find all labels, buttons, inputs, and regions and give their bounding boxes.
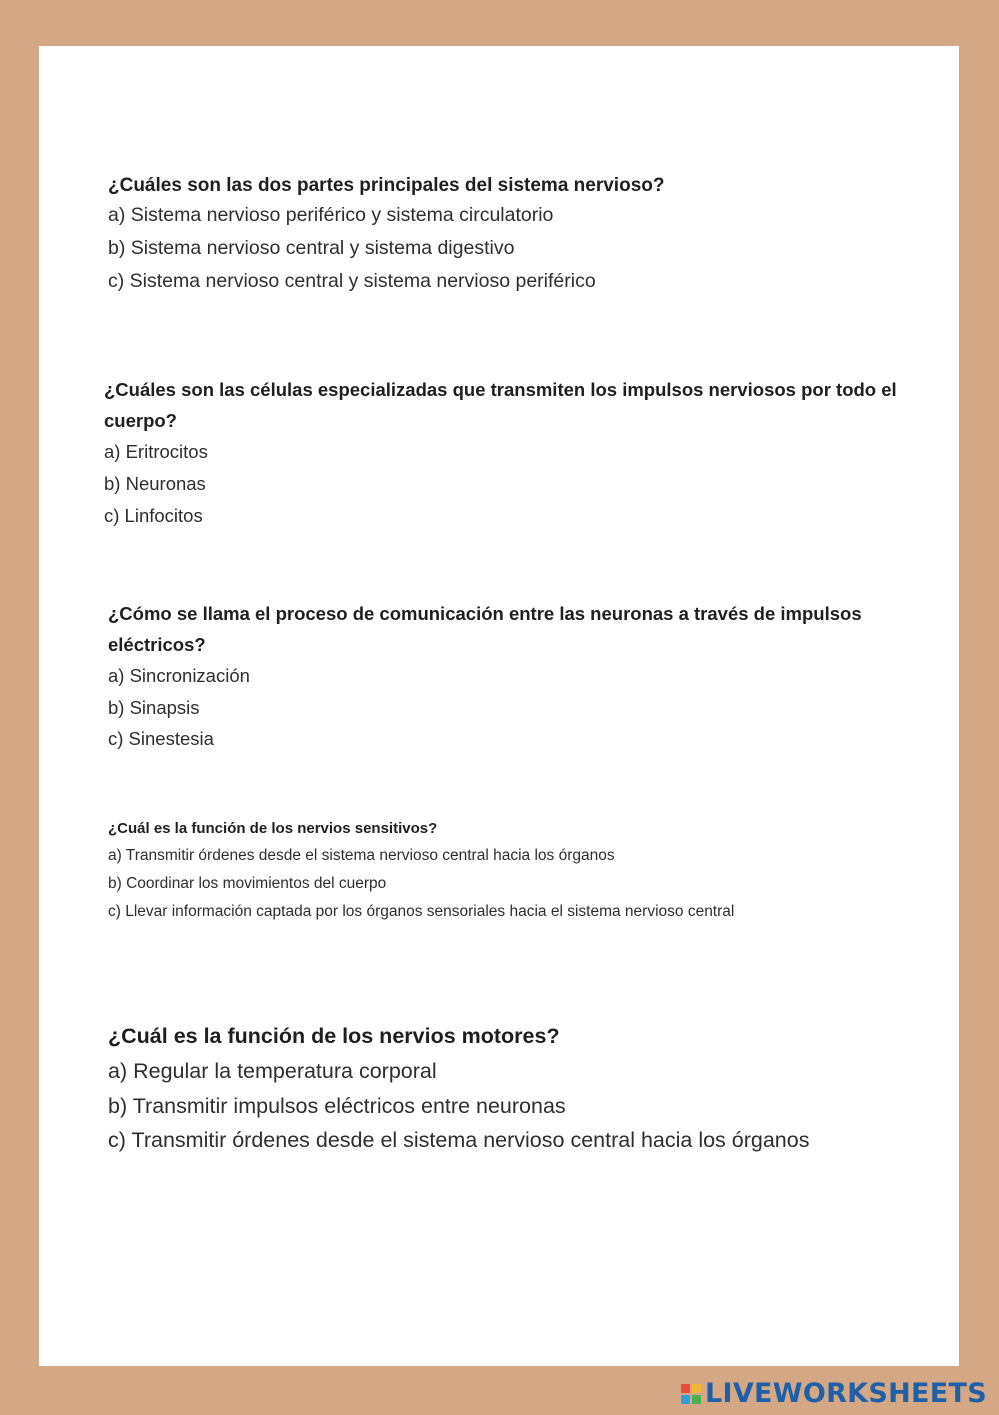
question-2-option-b[interactable]: b) Neuronas	[104, 473, 206, 494]
question-2-title: ¿Cuáles son las células especializadas que transmiten los impulsos nerviosos por todo el cuerpo?	[104, 379, 897, 431]
question-3-option-b[interactable]: b) Sinapsis	[108, 696, 200, 718]
question-4	[108, 816, 828, 926]
question-5-title: ¿Cuál es la función de los nervios motores?	[108, 1024, 560, 1048]
question-3	[108, 598, 908, 755]
question-4-title: ¿Cuál es la función de los nervios sensitivos?	[108, 820, 438, 837]
liveworksheets-logo-icon	[681, 1384, 701, 1404]
logo-square-red	[681, 1384, 690, 1393]
question-5-option-c[interactable]: c) Transmitir órdenes desde el sistema nervioso central hacia los órganos	[108, 1128, 810, 1152]
logo-square-yellow	[692, 1384, 701, 1393]
worksheet-page	[39, 46, 959, 1366]
question-3-option-c[interactable]: c) Sinestesia	[108, 728, 214, 749]
question-1-option-b[interactable]: b) Sistema nervioso central y sistema digestivo	[108, 237, 515, 259]
question-5-option-b[interactable]: b) Transmitir impulsos eléctricos entre neuronas	[108, 1093, 566, 1118]
logo-square-blue	[681, 1395, 690, 1404]
question-4-option-c[interactable]: c) Llevar información captada por los órganos sensoriales hacia el sistema nervioso central	[108, 903, 735, 920]
question-1-title: ¿Cuáles son las dos partes principales del sistema nervioso?	[108, 175, 665, 196]
liveworksheets-brand[interactable]	[681, 1378, 987, 1409]
question-4-option-a[interactable]: a) Transmitir órdenes desde el sistema nervioso central hacia los órganos	[108, 847, 615, 864]
question-2-option-c[interactable]: c) Linfocitos	[104, 505, 203, 526]
question-2	[104, 374, 904, 532]
question-5-option-a[interactable]: a) Regular la temperatura corporal	[108, 1059, 437, 1083]
question-5	[108, 1018, 928, 1158]
question-1	[108, 172, 908, 298]
logo-square-green	[692, 1395, 701, 1404]
question-1-option-a[interactable]: a) Sistema nervioso periférico y sistema circulatorio	[108, 204, 554, 226]
question-2-option-a[interactable]: a) Eritrocitos	[104, 441, 208, 462]
question-4-option-b[interactable]: b) Coordinar los movimientos del cuerpo	[108, 875, 387, 892]
brand-name: LIVEWORKSHEETS	[704, 1378, 987, 1409]
question-3-option-a[interactable]: a) Sincronización	[108, 665, 250, 686]
question-3-title: ¿Cómo se llama el proceso de comunicación entre las neuronas a través de impulsos eléctricos?	[108, 603, 862, 655]
question-1-option-c[interactable]: c) Sistema nervioso central y sistema nervioso periférico	[108, 270, 596, 292]
